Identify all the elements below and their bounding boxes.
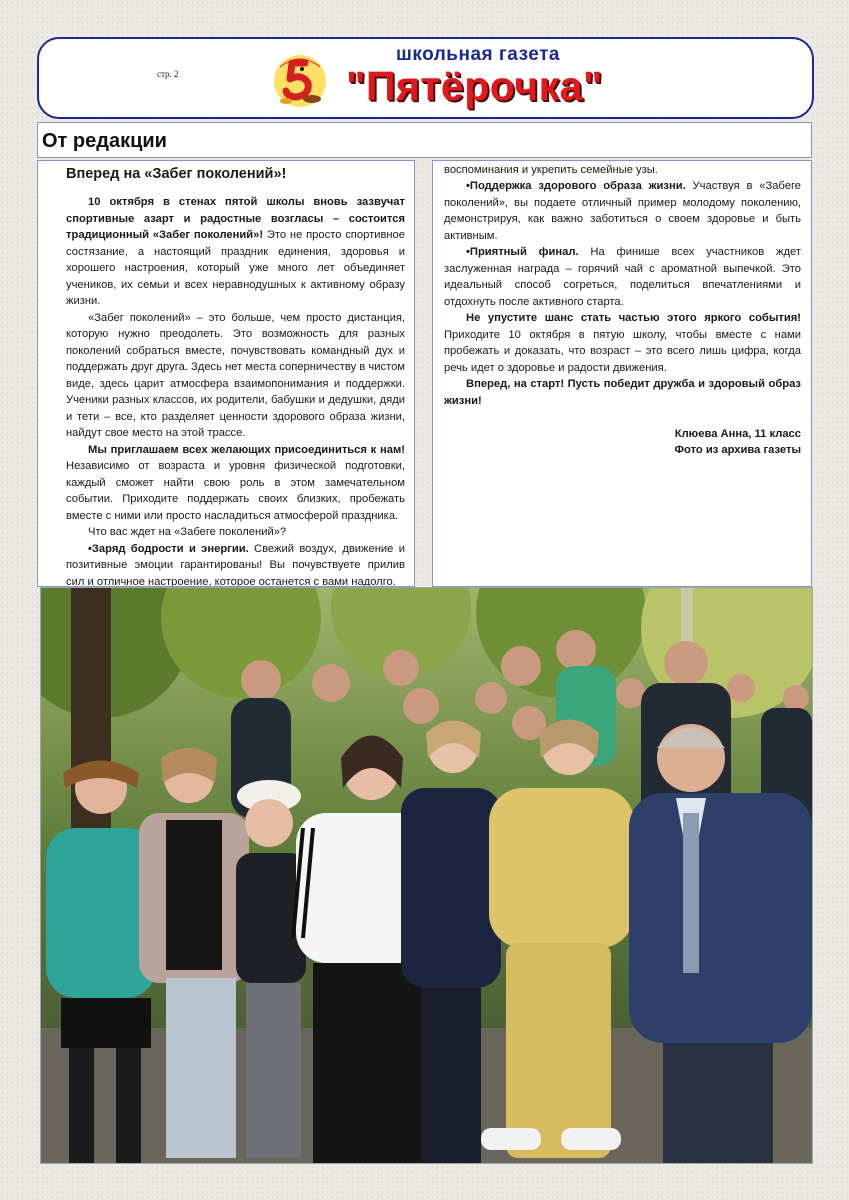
paragraph-text: Это не просто спортивное состязание, а настоящий праздник единения, здоровья и хорошего настроения, который уже много лет объединяет учеников, их семьи и всех неравнодушных к активному образу жизни. [66,229,406,307]
bullet-paragraph [66,541,405,588]
signature-block [444,426,801,458]
bullet-text: Участвуя в «Забеге поколений», вы подаете отличный пример молодому поколению, демонстрируя, как важно заботиться о своем здоровье и быть активным. [444,180,801,242]
bold-lead: Вперед, на старт! Пусть победит дружба и здоровый образ жизни! [444,378,801,407]
bullet-text: воспоминания и укрепить семейные узы. [444,163,658,176]
bullet-lead: •Поддержка здорового образа жизни. [466,180,686,192]
section-title: От редакции [42,130,167,152]
bullet-paragraph [444,160,801,178]
article-column-left [37,160,415,587]
author-name: Клюева Анна, 11 класс [674,428,801,440]
bold-lead: Мы приглашаем всех желающих присоединиться к нам! [88,443,405,456]
paragraph-text: Независимо от возраста и уровня физической подготовки, каждый сможет найти свою роль в этом замечательном событии. Приходите поддержать своих близких, пробежать вместе с ними или просто насладиться атмосферой праздника. [66,460,405,522]
bold-lead: Не упустите шанс стать частью этого яркого события! [466,312,801,324]
article-column-right [432,160,812,587]
bold-lead: 10 октября в стенах пятой школы вновь зазвучат спортивные азарт и радостные возгласы – состоится традиционный «Забег поколений»! [66,196,405,241]
newspaper-subtitle: школьная газета [396,44,560,65]
group-photo-illustration [41,588,812,1163]
bullet-paragraph [444,244,801,310]
section-header [37,122,812,158]
bullet-text: Свежий воздух, движение и позитивные эмоции гарантированы! Вы почувствуете прилив сил и отличное настроение, которое останется с вами надолго. [66,542,405,587]
article-paragraph [444,310,801,376]
article-title: Вперед на «Забег поколений»! [66,166,287,182]
bullet-text: На финише всех участников ждет заслуженная награда – горячий чай с ароматной выпечкой. Это идеальный способ согреться, поделиться впечатлениями и отдохнуть после активного старта. [444,246,801,308]
pyaterochka-logo-icon [272,49,328,111]
group-photo [40,587,813,1164]
bullet-lead: •Заряд бодрости и энергии. [88,542,249,555]
article-paragraph: Что вас ждет на «Забеге поколений»? [88,526,287,538]
newspaper-title: "Пятёрочка" [346,63,603,109]
bullet-lead: •Приятный финал. [466,246,579,258]
article-paragraph [66,442,405,525]
article-paragraph: «Забег поколений» – это больше, чем просто дистанция, которую нужно преодолеть. Это возможность для разных поколений собраться вместе, почувствовать командный дух и поддержать друг друга. Здесь нет места соперничеству в чистом виде, здесь царит атмосфера взаимопонимания и поддержки. Ученики разных классов, их родители, бабушки и дедушки, дяди и тети – все, кто разделяет ценности здорового образа жизни, найдут свое место на этой трассе. [66,311,405,439]
article-paragraph [444,376,801,409]
paragraph-text: Приходите 10 октября в пятую школу, чтобы вместе с нами пробежать и доказать, что возраст – это всего лишь цифра, когда речь идет о здоровье и радости движения. [444,328,801,374]
newspaper-header [37,37,814,119]
page-number: стр. 2 [157,69,179,79]
article-paragraph [66,194,405,310]
photo-credit: Фото из архива газеты [674,444,801,456]
bullet-paragraph [444,178,801,244]
